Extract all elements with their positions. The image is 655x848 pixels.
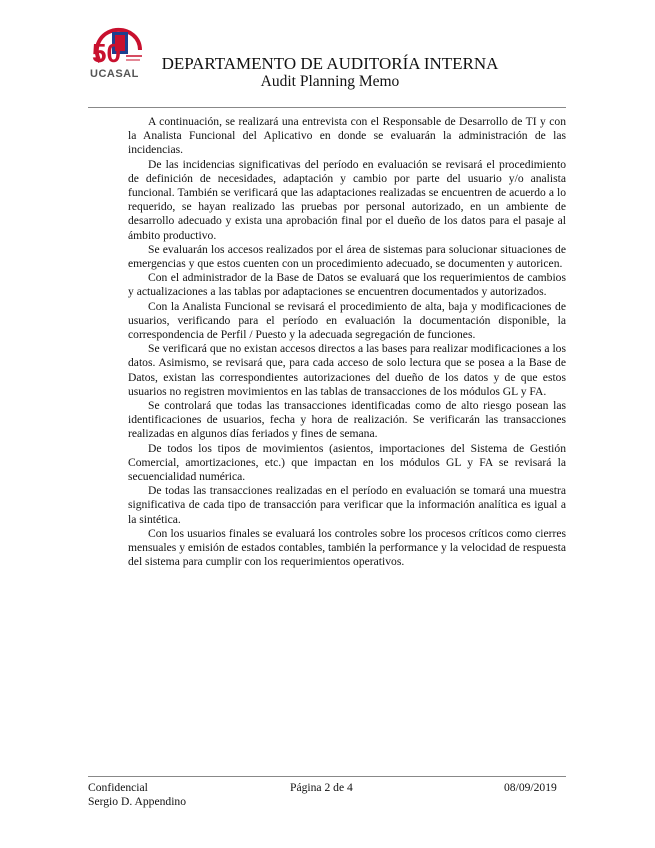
- document-date: 08/09/2019: [504, 781, 557, 794]
- paragraph: Se controlará que todas las transacciones identificadas como de alto riesgo posean las identificaciones de usuarios, fecha y hora de realización. Se verificarán las transacciones realizadas en algunos días feriados y fines de semana.: [128, 399, 566, 441]
- paragraph: Se evaluarán los accesos realizados por el área de sistemas para solucionar situaciones de emergencias y que estos cuenten con un procedimiento adecuado, se documenten y autoricen.: [128, 242, 566, 271]
- author-name: Sergio D. Appendino: [88, 795, 187, 809]
- paragraph: De todos los tipos de movimientos (asientos, importaciones del Sistema de Gestión Comercial, amortizaciones, etc.) que impactan en los módulos GL y FA se revisará la secuencialidad numérica.: [128, 441, 566, 484]
- confidential-label: Confidencial: [88, 781, 148, 794]
- paragraph: Con el administrador de la Base de Datos se evaluará que los requerimientos de cambios y actualizaciones a las tablas por adaptaciones se encuentren documentados y autorizados.: [128, 271, 566, 299]
- footer-left: [88, 781, 186, 809]
- department-title: DEPARTAMENTO DE AUDITORÍA INTERNA: [161, 54, 499, 73]
- paragraph: A continuación, se realizará una entrevista con el Responsable de Desarrollo de TI y con la Analista Funcional del Aplicativo en donde se evaluarán la administración de las incidencias.: [128, 115, 566, 157]
- paragraph: Se verificará que no existan accesos directos a las bases para realizar modificaciones a los datos. Asimismo, se revisará que, para cada acceso de solo lectura que se posea a la Base de Datos, existan las correspondientes autorizaciones del dueño de los datos y de que estos usuarios no registren movimientos en las tablas de transacciones de los módulos GL y FA.: [128, 342, 566, 398]
- document-subtitle: Audit Planning Memo: [260, 73, 400, 90]
- memo-body: [128, 115, 566, 570]
- paragraph: De todas las transacciones realizadas en el período en evaluación se tomará una muestra significativa de cada tipo de transacción para verificar que la información analítica es igual a la sintética.: [128, 484, 566, 526]
- footer-divider: [88, 776, 566, 777]
- logo-text: UCASAL: [90, 68, 139, 80]
- paragraph: Con la Analista Funcional se revisará el procedimiento de alta, baja y modificaciones de usuarios, verificando para el período en evaluación la documentación disponible, la correspondencia de Perfil / Puesto y la adecuada segregación de funciones.: [128, 299, 566, 342]
- logo-number: 50: [92, 38, 121, 68]
- header-divider: [88, 107, 566, 108]
- paragraph: Con los usuarios finales se evaluará los controles sobre los procesos críticos como cierres mensuales y emisión de estados contables, también la performance y la velocidad de respuesta del sistema para cumplir con los requerimientos operativos.: [128, 526, 566, 569]
- paragraph: De las incidencias significativas del período en evaluación se revisará el procedimiento de definición de necesidades, adaptación y cambio por parte del usuario y/o analista funcional. También se verificará que las adaptaciones realizadas se encuentren de acuerdo a lo requerido, se hayan realizado las pruebas por personal autorizado, en un ambiente de desarrollo adecuado y exista una aprobación final por el dueño de los datos para el pasaje al ámbito productivo.: [128, 157, 566, 242]
- page-number: Página 2 de 4: [290, 781, 353, 794]
